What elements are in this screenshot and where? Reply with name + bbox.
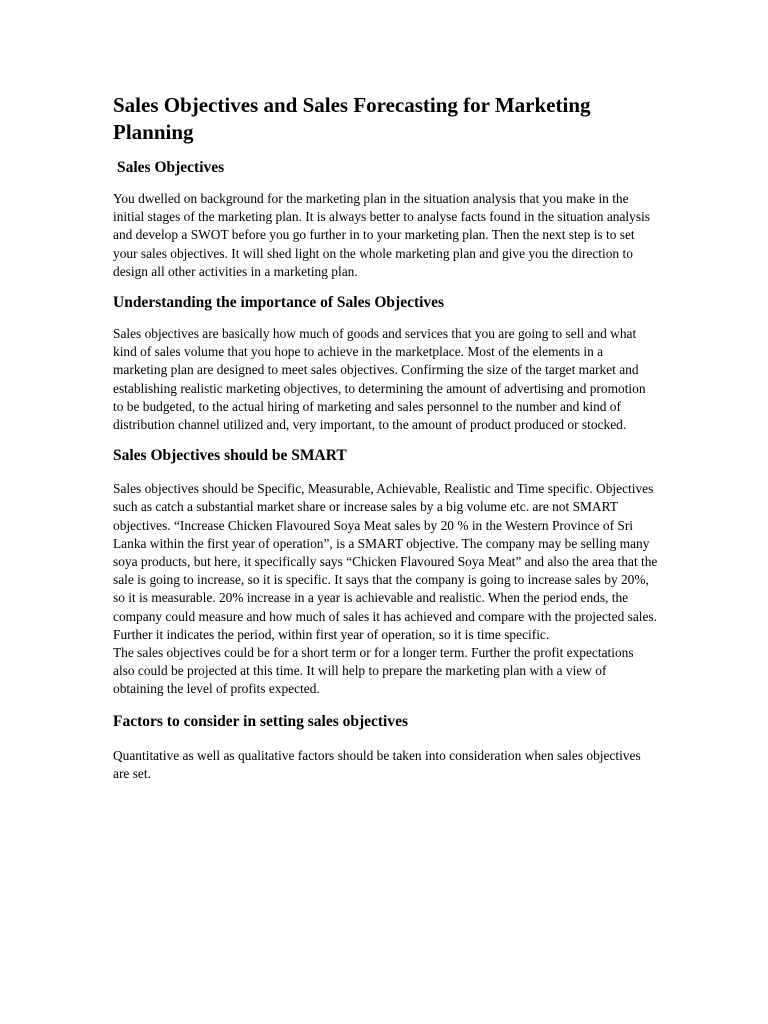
paragraph-importance: Sales objectives are basically how much of goods and services that you are going to sell and what kind of sales volume that you hope to achieve in the marketplace. Most of the elements in a marketing plan are designed to meet sales objectives. Confirming the size of the target market and establishing realistic marketing objectives, to determining the amount of advertising and promotion to be budgeted, to the actual hiring of marketing and sales personnel to the number and kind of distribution channel utilized and, very important, to the amount of product produced or stocked. bbox=[113, 326, 646, 433]
paragraph-smart-3: The sales objectives could be for a short term or for a longer term. Further the profit expectations also could be projected at this time. It will help to prepare the marketing plan with a view of obtaining the level of profits expected. bbox=[113, 645, 634, 697]
heading-factors: Factors to consider in setting sales objectives bbox=[113, 712, 409, 730]
heading-smart: Sales Objectives should be SMART bbox=[113, 447, 347, 465]
paragraph-smart-2: Further it indicates the period, within first year of operation, so it is time specific. bbox=[113, 626, 550, 642]
paragraph-smart-1: Sales objectives should be Specific, Measurable, Achievable, Realistic and Time specific. Objectives such as catch a substantial market share or increase sales by a big volume etc. are not SMART objectives. “Increase Chicken Flavoured Soya Meat sales by 20 % in the Western Province of Sri Lanka within the first year of operation”, is a SMART objective. The company may be selling many soya products, but here, it specifically says “Chicken Flavoured Soya Meat” and also the area that the sale is going to increase, so it is specific. It says that the company is going to increase sales by 20%, so it is measurable. 20% increase in a year is achievable and realistic. When the period ends, the company could measure and how much of sales it has achieved and compare with the projected sales. bbox=[113, 481, 658, 624]
document-title: Sales Objectives and Sales Forecasting for Marketing Planning bbox=[113, 93, 591, 144]
document-page bbox=[113, 92, 658, 783]
paragraph-sales-objectives: You dwelled on background for the marketing plan in the situation analysis that you make in the initial stages of the marketing plan. It is always better to analyse facts found in the situation analysis and develop a SWOT before you go further in to your marketing plan. Then the next step is to set your sales objectives. It will shed light on the whole marketing plan and give you the direction to design all other activities in a marketing plan. bbox=[113, 191, 650, 279]
heading-sales-objectives: Sales Objectives bbox=[117, 159, 225, 176]
heading-importance: Understanding the importance of Sales Objectives bbox=[113, 294, 445, 312]
paragraph-factors: Quantitative as well as qualitative factors should be taken into consideration when sales objectives are set. bbox=[113, 747, 641, 781]
